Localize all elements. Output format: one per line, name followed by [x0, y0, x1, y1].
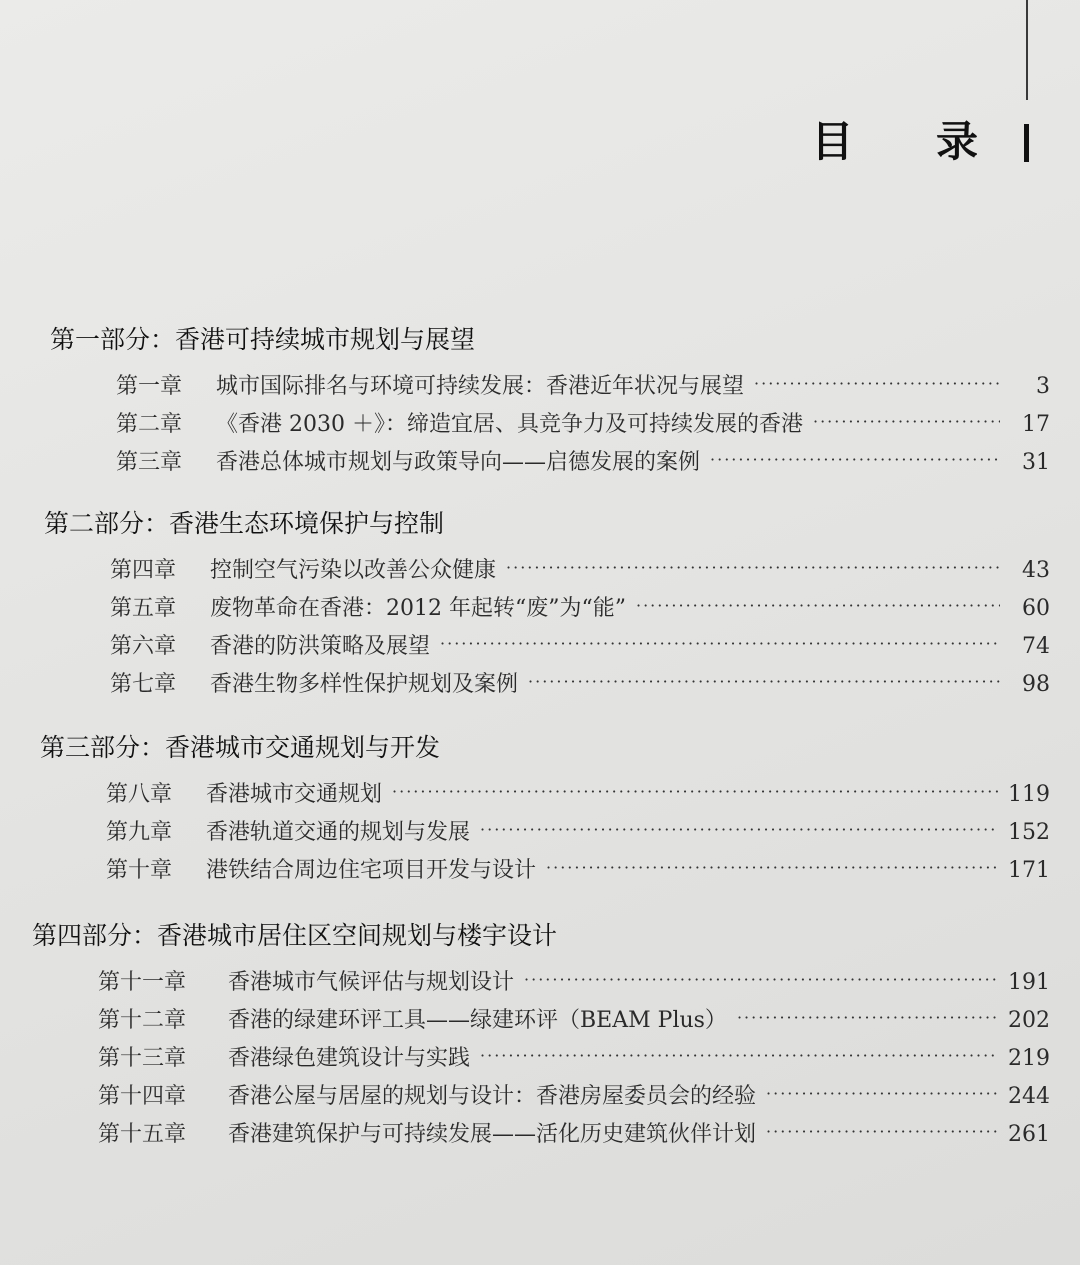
- toc-entry[interactable]: [106, 852, 1050, 890]
- title-bar: [1024, 124, 1029, 162]
- toc-part-1: [40, 322, 1050, 482]
- page-number: 98: [1022, 672, 1050, 697]
- leader-dots: [480, 811, 998, 849]
- part-heading: 第一部分：香港可持续城市规划与展望: [50, 325, 476, 354]
- chapter-number: 第十五章: [98, 1122, 187, 1147]
- leader-dots: [737, 999, 998, 1037]
- leader-dots: [710, 441, 1000, 479]
- page-number: 171: [1008, 858, 1050, 883]
- toc-part-3: [40, 730, 1050, 890]
- page-number: 31: [1022, 450, 1050, 475]
- part-heading: 第二部分：香港生态环境保护与控制: [44, 509, 445, 538]
- part-heading: 第三部分：香港城市交通规划与开发: [40, 733, 441, 762]
- leader-dots: [766, 1075, 998, 1113]
- chapter-number: 第二章: [116, 412, 183, 437]
- chapter-number: 第十章: [106, 858, 173, 883]
- chapter-title: 香港生物多样性保护规划及案例: [210, 672, 519, 697]
- toc-part-4: [32, 918, 1050, 1154]
- page-number: 219: [1008, 1046, 1050, 1071]
- leader-dots: [524, 961, 998, 999]
- toc-entry[interactable]: [98, 1002, 1050, 1040]
- leader-dots: [766, 1113, 998, 1151]
- toc-entry[interactable]: [98, 964, 1050, 1002]
- page-number: 74: [1022, 634, 1050, 659]
- page-number: 152: [1008, 820, 1050, 845]
- chapter-title: 港铁结合周边住宅项目开发与设计: [206, 858, 537, 883]
- leader-dots: [480, 1037, 998, 1075]
- page-number: 191: [1008, 970, 1050, 995]
- toc-entry[interactable]: [110, 590, 1050, 628]
- chapter-title: 香港的防洪策略及展望: [210, 634, 431, 659]
- chapter-title: 控制空气污染以改善公众健康: [210, 558, 497, 583]
- chapter-title: 城市国际排名与环境可持续发展：香港近年状况与展望: [216, 374, 745, 399]
- page-number: 119: [1008, 782, 1050, 807]
- spine-line: [1026, 0, 1028, 100]
- leader-dots: [506, 549, 1000, 587]
- chapter-number: 第十三章: [98, 1046, 187, 1071]
- page-number: 17: [1022, 412, 1050, 437]
- chapter-title: 香港建筑保护与可持续发展——活化历史建筑伙伴计划: [228, 1122, 757, 1147]
- page-number: 244: [1008, 1084, 1050, 1109]
- chapter-number: 第十四章: [98, 1084, 187, 1109]
- toc-entry[interactable]: [110, 552, 1050, 590]
- toc-entry[interactable]: [98, 1116, 1050, 1154]
- page-number: 3: [1036, 374, 1050, 399]
- toc-entry[interactable]: [116, 368, 1050, 406]
- leader-dots: [813, 403, 1000, 441]
- chapter-title: 香港的绿建环评工具——绿建环评（BEAM Plus）: [228, 1008, 727, 1033]
- leader-dots: [392, 773, 998, 811]
- leader-dots: [528, 663, 1000, 701]
- chapter-title: 废物革命在香港：2012 年起转“废”为“能”: [210, 596, 626, 621]
- chapter-number: 第十一章: [98, 970, 187, 995]
- leader-dots: [546, 849, 998, 887]
- page-number: 261: [1008, 1122, 1050, 1147]
- chapter-title: 香港城市交通规划: [206, 782, 383, 807]
- toc-entry[interactable]: [106, 814, 1050, 852]
- chapter-title: 香港轨道交通的规划与发展: [206, 820, 471, 845]
- part-heading: 第四部分：香港城市居住区空间规划与楼宇设计: [32, 921, 558, 950]
- chapter-title: 香港总体城市规划与政策导向——启德发展的案例: [216, 450, 701, 475]
- chapter-title: 香港绿色建筑设计与实践: [228, 1046, 471, 1071]
- chapter-number: 第一章: [116, 374, 183, 399]
- toc-entry[interactable]: [98, 1040, 1050, 1078]
- toc-entry[interactable]: [116, 406, 1050, 444]
- leader-dots: [636, 587, 1000, 625]
- chapter-number: 第十二章: [98, 1008, 187, 1033]
- page-number: 202: [1008, 1008, 1050, 1033]
- toc-entry[interactable]: [110, 666, 1050, 704]
- chapter-number: 第四章: [110, 558, 177, 583]
- chapter-number: 第九章: [106, 820, 173, 845]
- toc-entry[interactable]: [116, 444, 1050, 482]
- page-title: 目 录: [811, 117, 1012, 166]
- chapter-number: 第七章: [110, 672, 177, 697]
- chapter-title: 香港城市气候评估与规划设计: [228, 970, 515, 995]
- chapter-title: 香港公屋与居屋的规划与设计：香港房屋委员会的经验: [228, 1084, 757, 1109]
- chapter-number: 第八章: [106, 782, 173, 807]
- page-number: 60: [1022, 596, 1050, 621]
- chapter-number: 第五章: [110, 596, 177, 621]
- chapter-title: 《香港 2030 ＋》：缔造宜居、具竞争力及可持续发展的香港: [216, 412, 803, 437]
- toc-entry[interactable]: [110, 628, 1050, 666]
- toc-part-2: [40, 506, 1050, 704]
- toc-entry[interactable]: [98, 1078, 1050, 1116]
- leader-dots: [754, 365, 1000, 403]
- chapter-number: 第六章: [110, 634, 177, 659]
- toc-entry[interactable]: [106, 776, 1050, 814]
- page-number: 43: [1022, 558, 1050, 583]
- leader-dots: [440, 625, 1000, 663]
- chapter-number: 第三章: [116, 450, 183, 475]
